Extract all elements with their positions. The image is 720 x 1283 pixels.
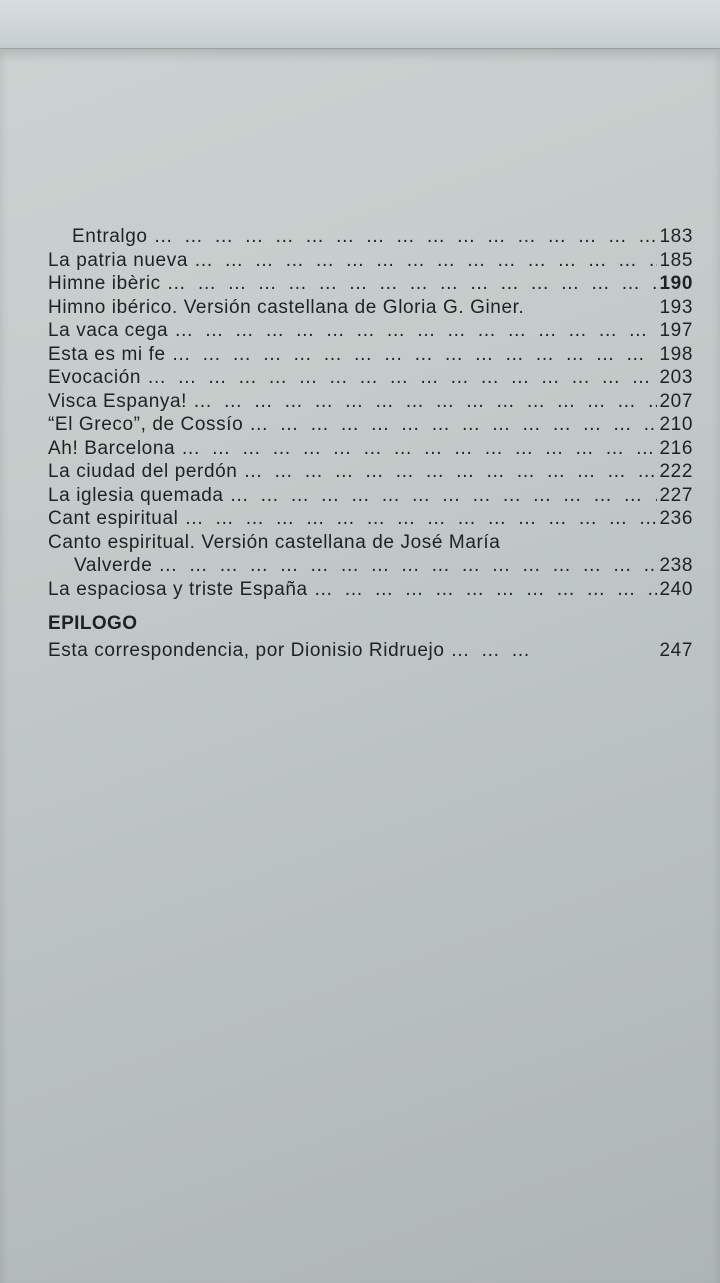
toc-entry-title: Himne ibèric — [48, 273, 161, 294]
toc-entry — [48, 272, 693, 296]
leader-dots — [445, 639, 529, 663]
leader-dots — [308, 578, 657, 602]
leader-dots — [237, 460, 657, 484]
toc-entry — [48, 639, 693, 663]
toc-entry — [48, 366, 693, 390]
toc-entry-title: “El Greco”, de Cossío — [48, 414, 244, 435]
toc-entry-title: Visca Espanya! — [48, 390, 188, 412]
toc-entry-page: 236 — [659, 508, 693, 529]
leader-dots — [161, 272, 657, 296]
toc-entry-page: 210 — [659, 414, 693, 435]
toc-entry-title: Entralgo — [72, 226, 148, 247]
toc-entry-page: 216 — [659, 437, 693, 459]
toc-entry-title: Ah! Barcelona — [48, 437, 176, 459]
toc-entry — [48, 578, 693, 602]
toc-entry-page: 238 — [659, 555, 693, 576]
leader-dots — [168, 319, 657, 343]
toc-entry — [48, 413, 693, 437]
toc-entry-title: Valverde — [74, 555, 153, 576]
toc-entry-title: La iglesia quemada — [48, 484, 224, 506]
toc-entry — [48, 437, 693, 461]
leader-dots — [166, 343, 657, 367]
toc-entry-page: 183 — [659, 226, 693, 247]
leader-dots — [224, 484, 657, 508]
toc-entry-title: Evocación — [48, 367, 142, 388]
leader-dots — [188, 249, 657, 273]
toc-entry-continuation — [48, 554, 693, 578]
toc-entry-page: 240 — [659, 578, 693, 600]
toc-entry-title: Esta es mi fe — [48, 343, 166, 365]
toc-entry-title: La patria nueva — [48, 249, 188, 271]
toc-entry — [48, 319, 693, 343]
toc-entry — [48, 484, 693, 508]
leader-dots — [152, 554, 657, 578]
toc-entry-page: 185 — [659, 249, 693, 271]
toc-entry-page: 207 — [659, 390, 693, 412]
toc-entry — [48, 507, 693, 531]
toc-entry-title: La vaca cega — [48, 320, 169, 341]
toc-entry-page: 222 — [659, 461, 693, 482]
leader-dots — [148, 225, 657, 249]
leader-dots — [178, 507, 657, 531]
toc-entry-page: 190 — [659, 273, 693, 294]
book-page — [0, 48, 720, 1283]
toc-entry-title: La espaciosa y triste España — [48, 578, 308, 600]
toc-entry-title: La ciudad del perdón — [48, 461, 238, 482]
section-heading: EPILOGO — [48, 613, 138, 634]
toc-entry — [48, 343, 693, 367]
toc-entry — [48, 531, 693, 555]
toc-entry-page: 203 — [659, 367, 693, 388]
toc-entry — [48, 460, 693, 484]
toc-entry — [48, 249, 693, 273]
leader-dots — [175, 437, 657, 461]
toc-entry — [48, 296, 693, 320]
toc-entry-page: 197 — [659, 320, 693, 341]
toc-entry — [48, 390, 693, 414]
leader-dots — [141, 366, 657, 390]
toc-entry-title: Himno ibérico. Versión castellana de Gloria G. Giner. — [48, 296, 525, 318]
toc-entry-title: Esta correspondencia, por Dionisio Ridruejo — [48, 640, 445, 661]
leader-dots — [187, 390, 657, 414]
toc-entry-page: 193 — [659, 296, 693, 318]
toc-entry-page: 227 — [659, 484, 693, 506]
toc-entry-page: 247 — [659, 640, 693, 661]
toc-entry — [48, 225, 693, 249]
table-of-contents — [48, 225, 693, 663]
toc-entry-page: 198 — [659, 343, 693, 365]
toc-entry-title: Canto espiritual. Versión castellana de José María — [48, 531, 501, 553]
toc-entry-title: Cant espiritual — [48, 508, 179, 529]
leader-dots — [243, 413, 657, 437]
